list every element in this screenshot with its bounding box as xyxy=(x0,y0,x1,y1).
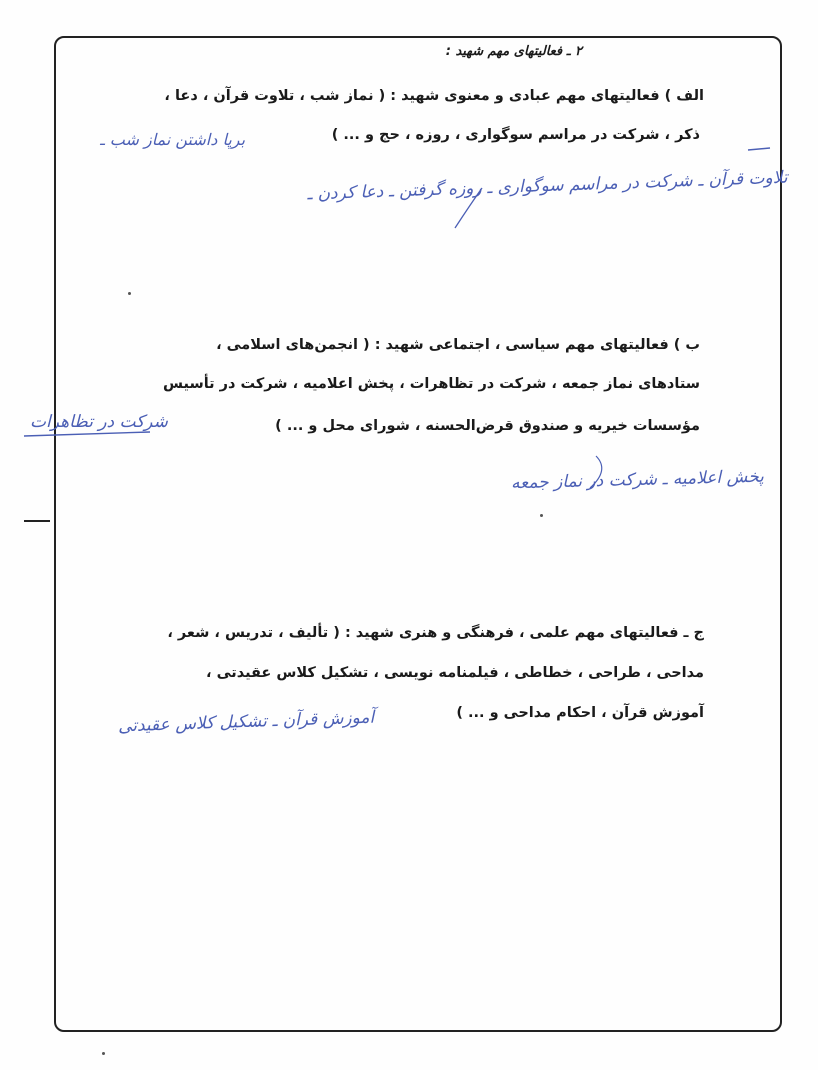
scan-speck xyxy=(128,292,131,295)
section-be-line-2: ستادهای نماز جمعه ، شرکت در تظاهرات ، پخش اعلامیه ، شرکت در تأسیس xyxy=(163,376,700,392)
section-heading: ۲ ـ فعالیتهای مهم شهید : xyxy=(445,44,582,59)
scan-speck xyxy=(540,514,543,517)
section-be-line-3: مؤسسات خیریه و صندوق قرض‌الحسنه ، شورای محل و ... ) xyxy=(275,418,700,434)
section-jim-line-3: آموزش قرآن ، احکام مداحی و ... ) xyxy=(456,705,704,721)
scan-speck xyxy=(102,1052,105,1055)
margin-mark xyxy=(24,520,50,522)
handwritten-answer-jim-1: آموزش قرآن ـ تشکیل کلاس عقیدتی xyxy=(117,707,375,737)
handwritten-answer-alef-2: تلاوت قرآن ـ شرکت در مراسم سوگواری ـ روزه گرفتن ـ دعا کردن ـ xyxy=(307,167,789,205)
section-jim-line-2: مداحی ، طراحی ، خطاطی ، فیلمنامه نویسی ، تشکیل کلاس عقیدتی ، xyxy=(206,665,704,681)
section-alef-line-2: ذکر ، شرکت در مراسم سوگواری ، روزه ، حج و ... ) xyxy=(331,127,700,143)
section-jim-line-1: ج ـ فعالیتهای مهم علمی ، فرهنگی و هنری شهید : ( تألیف ، تدریس ، شعر ، xyxy=(167,625,704,641)
handwritten-answer-be-2: پخش اعلامیه ـ شرکت در نماز جمعه xyxy=(510,466,765,494)
handwritten-answer-alef-1: برپا داشتن نماز شب ـ xyxy=(100,130,246,149)
section-alef-line-1: الف ) فعالیتهای مهم عبادی و معنوی شهید : ( نماز شب ، تلاوت قرآن ، دعا ، xyxy=(164,88,704,104)
section-be-line-1: ب ) فعالیتهای مهم سیاسی ، اجتماعی شهید : ( انجمن‌های اسلامی ، xyxy=(216,337,700,353)
handwritten-answer-be-1: شرکت در تظاهرات xyxy=(30,412,168,432)
